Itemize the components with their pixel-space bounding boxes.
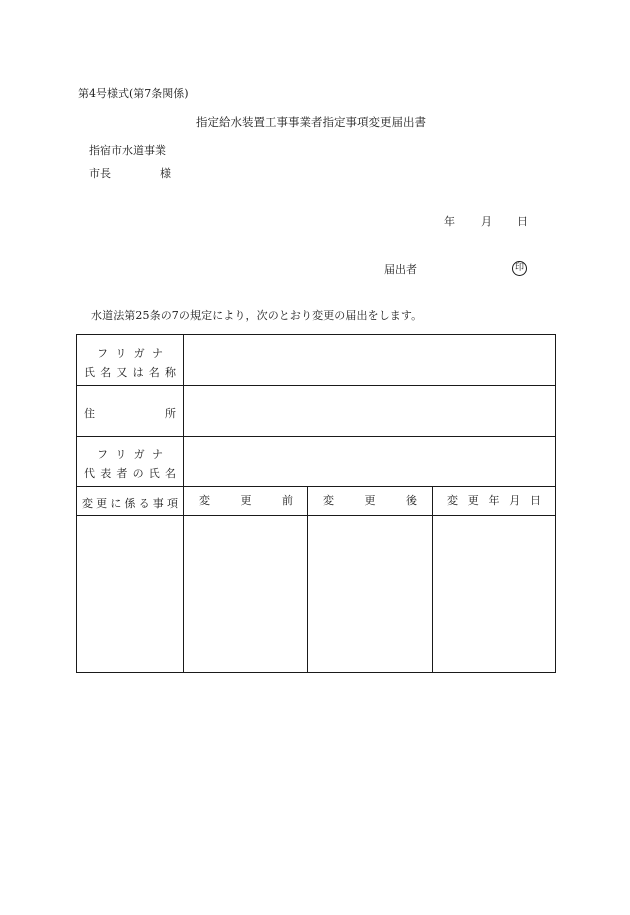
- seal-icon: 印: [512, 261, 527, 276]
- change-item-cell[interactable]: [78, 516, 183, 672]
- form-number: 第4号様式(第7条関係): [78, 87, 189, 100]
- date-year-label: 年: [444, 215, 455, 228]
- addressee-organization: 指宿市水道事業: [89, 144, 166, 157]
- notification-table: [76, 334, 556, 673]
- after-change-header: 変 更 後: [323, 494, 417, 507]
- address-label: 住 所: [84, 407, 176, 420]
- change-date-cell[interactable]: [433, 516, 556, 672]
- notifier-label: 届出者: [384, 263, 417, 276]
- addressee-title: 市長: [89, 167, 111, 180]
- intro-text: 水道法第25条の7の規定により，次のとおり変更の届出をします。: [91, 309, 423, 322]
- date-day-label: 日: [517, 215, 528, 228]
- addressee-honorific: 様: [160, 167, 171, 180]
- representative-input-cell[interactable]: [184, 437, 556, 486]
- name-input-cell[interactable]: [184, 336, 556, 385]
- table-rule: [77, 486, 555, 487]
- name-label: 氏 名 又 は 名 称: [84, 366, 176, 379]
- representative-label: 代 表 者 の 氏 名: [84, 467, 176, 480]
- address-input-cell[interactable]: [184, 386, 556, 436]
- change-item-header: 変 更 に 係 る 事 項: [82, 497, 178, 510]
- after-change-cell[interactable]: [308, 516, 432, 672]
- change-date-header: 変 更 年 月 日: [447, 494, 541, 507]
- rep-furigana-label: フ リ ガ ナ: [97, 448, 163, 461]
- before-change-header: 変 更 前: [199, 494, 293, 507]
- name-furigana-label: フ リ ガ ナ: [97, 347, 163, 360]
- date-month-label: 月: [481, 215, 492, 228]
- before-change-cell[interactable]: [184, 516, 307, 672]
- document-title: 指定給水装置工事事業者指定事項変更届出書: [196, 115, 426, 129]
